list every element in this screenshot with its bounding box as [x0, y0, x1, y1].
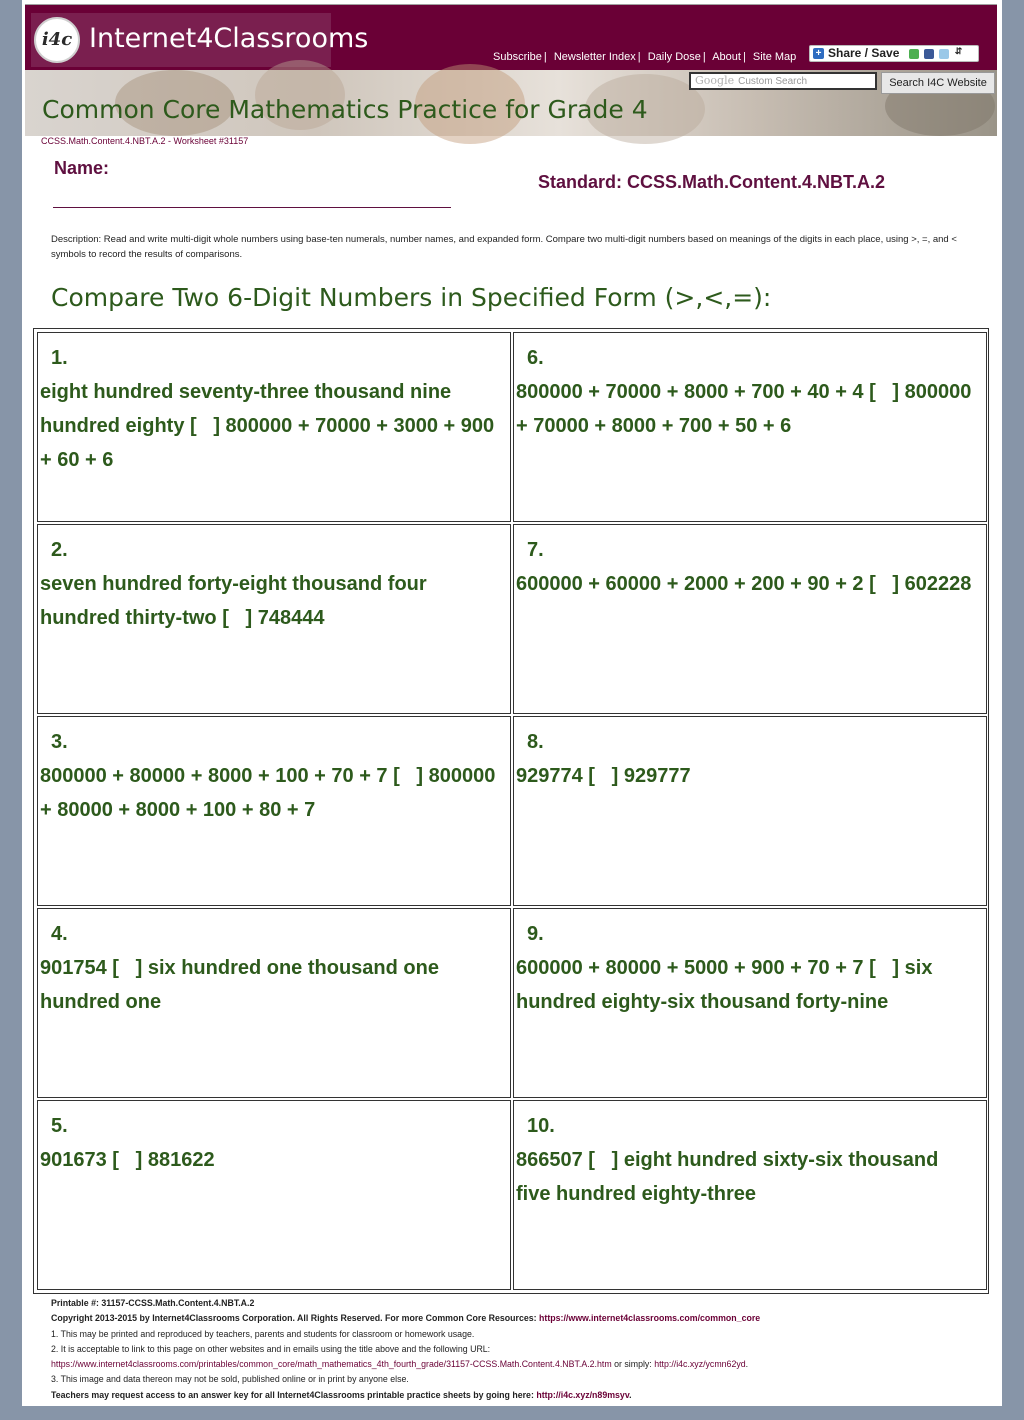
nav-separator: | — [637, 51, 641, 63]
problem-number: 3. — [51, 731, 68, 753]
problem-number: 7. — [527, 539, 544, 561]
section-title: Compare Two 6-Digit Numbers in Specified Form (>,<,=): — [51, 283, 772, 312]
footer-line-3: 3. This image and data thereon may not be sold, published online or in print by anyone else. — [51, 1374, 409, 1385]
problem-cell — [513, 332, 987, 522]
site-header — [25, 4, 997, 71]
header-banner — [25, 70, 997, 136]
worksheet-id: CCSS.Math.Content.4.NBT.A.2 - Worksheet #31157 — [41, 136, 249, 146]
page-title: Common Core Mathematics Practice for Grade 4 — [42, 95, 648, 124]
problem-text: 866507 [ ] eight hundred sixty-six thousand five hundred eighty-three — [516, 1149, 944, 1205]
twitter-icon — [939, 49, 949, 59]
footer-line-1: 1. This may be printed and reproduced by teachers, parents and students for classroom or homework usage. — [51, 1328, 475, 1339]
problem-text: 800000 + 70000 + 8000 + 700 + 40 + 4 [ ] 800000 + 70000 + 8000 + 700 + 50 + 6 — [516, 381, 977, 437]
footer-teachers-end: . — [629, 1389, 632, 1400]
problem-cell — [37, 524, 511, 714]
chevron-updown-icon: ⇵ — [954, 46, 963, 56]
footer-line-2: 2. It is acceptable to link to this page on other websites and in emails using the title above and the following URL: — [51, 1343, 491, 1354]
nav-about[interactable]: About — [712, 51, 741, 63]
answer-key-link[interactable]: http://i4c.xyz/n89msyv — [536, 1389, 630, 1400]
footer-copyright-line — [51, 1311, 991, 1326]
problem-cell — [37, 1100, 511, 1290]
logo-mark: i4c — [34, 17, 80, 63]
nav-newsletter-index[interactable]: Newsletter Index — [553, 51, 636, 63]
problem-cell — [513, 524, 987, 714]
share-save-label: Share / Save — [828, 46, 900, 60]
problem-number: 10. — [527, 1115, 555, 1137]
problem-number: 6. — [527, 347, 544, 369]
nav-site-map[interactable]: Site Map — [752, 51, 797, 63]
share-icon — [909, 49, 919, 59]
problem-number: 2. — [51, 539, 68, 561]
nav-separator: | — [742, 51, 746, 63]
problem-text: 600000 + 80000 + 5000 + 900 + 70 + 7 [ ] six hundred eighty-six thousand forty-nine — [516, 957, 939, 1013]
facebook-icon — [924, 49, 934, 59]
google-logo: Google — [695, 74, 735, 87]
name-line — [53, 207, 451, 208]
footer — [51, 1296, 991, 1403]
top-nav — [493, 51, 796, 63]
problem-text: 600000 + 60000 + 2000 + 200 + 90 + 2 [ ] 602228 — [516, 573, 972, 595]
problem-cell — [513, 716, 987, 906]
standard-label: Standard: CCSS.Math.Content.4.NBT.A.2 — [538, 172, 886, 192]
problem-cell — [37, 908, 511, 1098]
footer-teachers-line — [51, 1388, 991, 1403]
problem-grid — [33, 328, 989, 1294]
nav-separator: | — [543, 51, 547, 63]
problem-number: 1. — [51, 347, 68, 369]
problem-cell — [513, 908, 987, 1098]
description: Description: Read and write multi-digit whole numbers using base-ten numerals, number names, and expanded form. Compare two multi-digit numbers based on meanings of the digits in each place, using >, =, and < symbols to record the results of comparisons. — [51, 234, 957, 260]
footer-copyright: Copyright 2013-2015 by Internet4Classrooms Corporation. All Rights Reserved. For more Common Core Resources: — [51, 1313, 540, 1324]
search-button[interactable]: Search I4C Website — [881, 72, 995, 94]
problem-cell — [37, 716, 511, 906]
name-label: Name: — [54, 158, 110, 178]
problem-number: 8. — [527, 731, 544, 753]
problem-text: seven hundred forty-eight thousand four hundred thirty-two [ ] 748444 — [40, 573, 433, 629]
site-logo[interactable] — [31, 13, 369, 67]
problem-number: 4. — [51, 923, 68, 945]
share-save-button[interactable] — [809, 45, 979, 62]
footer-teachers: Teachers may request access to an answer key for all Internet4Classrooms printable practice sheets by going here: — [51, 1389, 537, 1400]
problem-text: eight hundred seventy-three thousand nine hundred eighty [ ] 800000 + 70000 + 3000 + 900 + 60 + 6 — [40, 381, 500, 471]
plus-icon: + — [813, 48, 824, 59]
problem-number: 5. — [51, 1115, 68, 1137]
nav-subscribe[interactable]: Subscribe — [493, 51, 542, 63]
nav-daily-dose[interactable]: Daily Dose — [647, 51, 701, 63]
worksheet-page — [22, 0, 1002, 1406]
footer-url-end: . — [745, 1359, 749, 1370]
footer-printable: Printable #: 31157-CCSS.Math.Content.4.NBT.A.2 — [51, 1298, 255, 1308]
problem-text: 800000 + 80000 + 8000 + 100 + 70 + 7 [ ] 800000 + 80000 + 8000 + 100 + 80 + 7 — [40, 765, 501, 821]
common-core-link[interactable]: https://www.internet4classrooms.com/common_core — [539, 1313, 761, 1324]
logo-text: Internet4Classrooms — [89, 23, 369, 54]
search-placeholder: Custom Search — [738, 76, 808, 87]
short-url-link[interactable]: http://i4c.xyz/ycmn62yd — [654, 1359, 746, 1370]
problem-text: 901673 [ ] 881622 — [40, 1149, 215, 1171]
problem-number: 9. — [527, 923, 544, 945]
search-input[interactable] — [689, 72, 877, 90]
problem-text: 929774 [ ] 929777 — [516, 765, 691, 787]
nav-separator: | — [702, 51, 706, 63]
problem-cell — [513, 1100, 987, 1290]
footer-url-line — [51, 1357, 991, 1372]
problem-cell — [37, 332, 511, 522]
footer-url-or: or simply: — [611, 1359, 655, 1370]
problem-text: 901754 [ ] six hundred one thousand one hundred one — [40, 957, 445, 1013]
worksheet-url-link[interactable]: https://www.internet4classrooms.com/printables/common_core/math_mathematics_4th_fourth_grade/31157-CCSS.Math.Content.4.NBT.A.2.htm — [51, 1359, 612, 1370]
